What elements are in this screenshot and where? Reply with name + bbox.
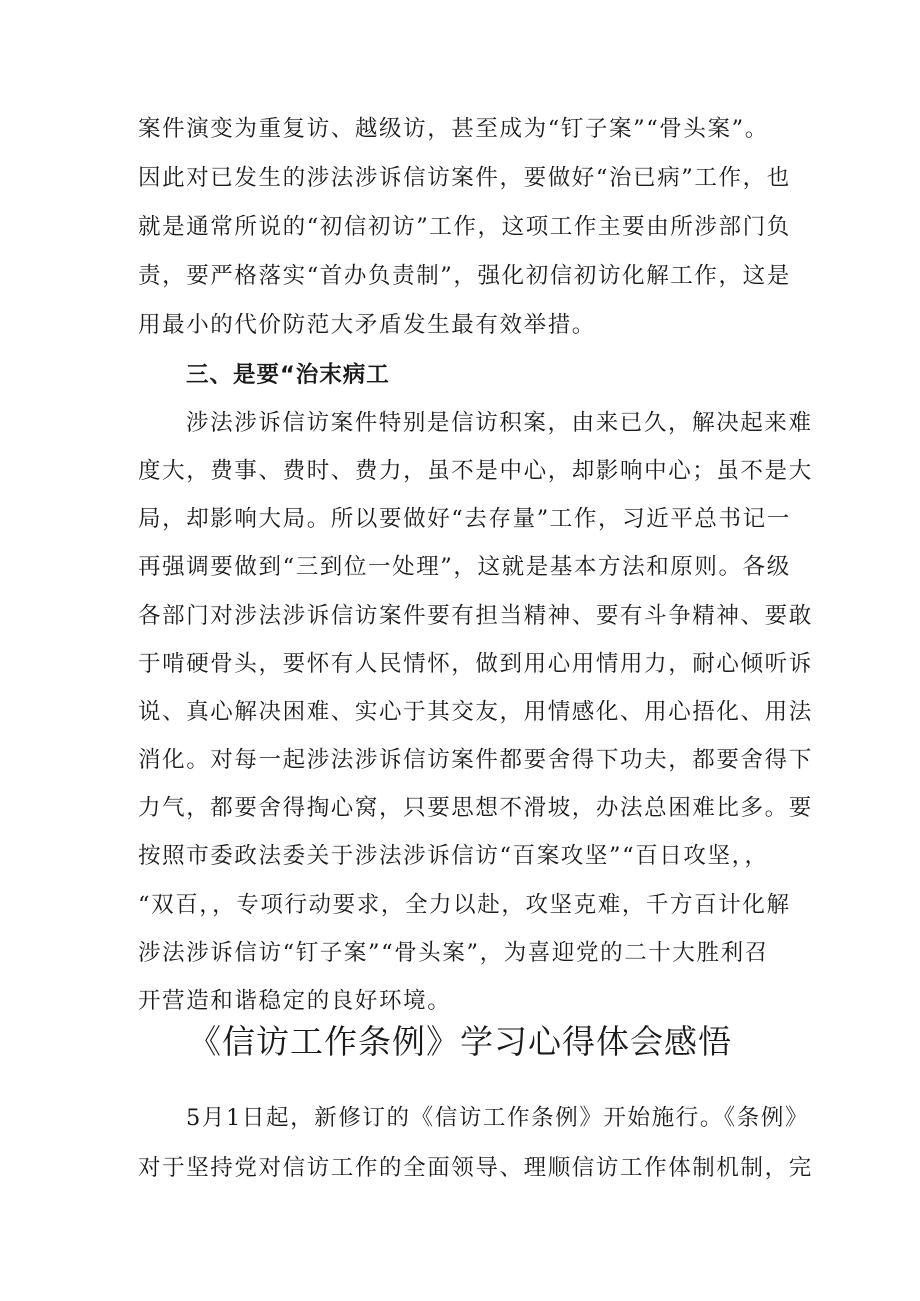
- paragraph-line: 用最小的代价防范大矛盾发生最有效举措。: [138, 312, 596, 338]
- paragraph-line: 对于坚持党对信访工作的全面领导、理顺信访工作体制机制，完: [138, 1155, 813, 1181]
- paragraph-line: 度大，费事、费时、费力，虽不是中心，却影响中心；虽不是大: [138, 458, 813, 484]
- paragraph-line: 于啃硬骨头，要怀有人民情怀，做到用心用情用力，耐心倾听诉: [138, 651, 813, 677]
- paragraph-line: 再强调要做到“三到位一处理”，这就是基本方法和原则。各级: [138, 554, 791, 580]
- paragraph-line: 案件演变为重复访、越级访，甚至成为“钉子案”“骨头案”。: [138, 116, 769, 142]
- paragraph-line: 涉法涉诉信访“钉子案”“骨头案”，为喜迎党的二十大胜利召: [138, 940, 769, 966]
- article-title: 《信访工作条例》学习心得体会感悟: [188, 1022, 732, 1061]
- paragraph-line: 力气，都要舍得掏心窝，只要思想不滑坡，办法总困难比多。要: [138, 795, 813, 821]
- paragraph-line: 责，要严格落实“首办负责制”，强化初信初访化解工作，这是: [138, 263, 791, 289]
- paragraph-line: 5月1日起，新修订的《信访工作条例》开始施行。《条例》: [186, 1105, 810, 1131]
- section-heading: 三、是要“治末病工: [186, 362, 390, 388]
- paragraph-line: 就是通常所说的“初信初访”工作，这项工作主要由所涉部门负: [138, 214, 791, 240]
- paragraph-line: 局，却影响大局。所以要做好“去存量”工作，习近平总书记一: [138, 506, 791, 532]
- paragraph-line: 因此对已发生的涉法涉诉信访案件，要做好“治已病”工作，也: [138, 165, 791, 191]
- paragraph-line: 消化。对每一起涉法涉诉信访案件都要舍得下功夫，都要舍得下: [138, 747, 813, 773]
- paragraph-line: “双百，，专项行动要求，全力以赴，攻坚克难，千方百计化解: [138, 892, 791, 918]
- paragraph-line: 开营造和谐稳定的良好环境。: [138, 988, 452, 1014]
- paragraph-line: 各部门对涉法涉诉信访案件要有担当精神、要有斗争精神、要敢: [138, 603, 813, 629]
- paragraph-line: 涉法涉诉信访案件特别是信访积案，由来已久，解决起来难: [186, 410, 813, 436]
- paragraph-line: 按照市委政法委关于涉法涉诉信访“百案攻坚”“百日攻坚，，: [138, 843, 769, 869]
- paragraph-line: 说、真心解决困难、实心于其交友，用情感化、用心捂化、用法: [138, 699, 813, 725]
